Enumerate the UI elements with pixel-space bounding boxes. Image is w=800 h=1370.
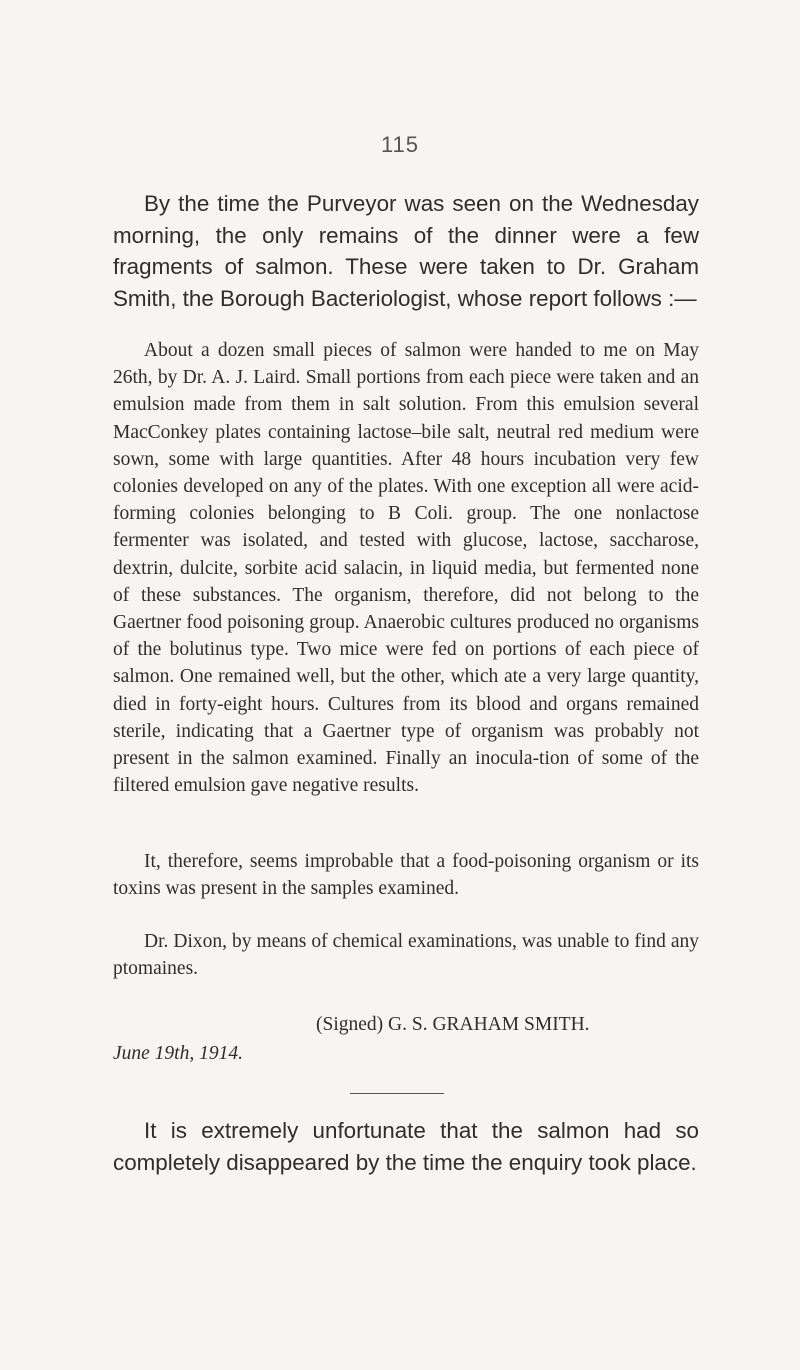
page-number: 115: [380, 132, 420, 157]
report-paragraph-chemical: Dr. Dixon, by means of chemical examinations, was unable to find any ptomaines.: [113, 931, 699, 980]
report-paragraph-findings: About a dozen small pieces of salmon were handed to me on May 26th, by Dr. A. J. Laird. Small portions from each piece were taken and an emulsion made from them in salt solution. From this emulsion several MacConkey plates containing lactose–bile salt, neutral red medium were sown, some with large quantities. After 48 hours incubation very few colonies developed on any of the plates. With one exception all were acid-forming colonies belonging to B Coli. group. The one nonlactose fermenter was isolated, and tested with glucose, lactose, saccharose, dextrin, dulcite, sorbite acid salacin, in liquid media, but fermented none of these substances. The organism, therefore, did not belong to the Gaertner food poisoning group. Anaerobic cultures produced no organisms of the bolutinus type. Two mice were fed on portions of each piece of salmon. One remained well, but the other, which ate a very large quantity, died in forty-eight hours. Cultures from its blood and organs remained sterile, indicating that a Gaertner type of organism was probably not present in the salmon examined. Finally an inocula-tion of some of the filtered emulsion gave negative results.: [113, 340, 699, 797]
report-paragraph-conclusion: It, therefore, seems improbable that a food-poisoning organism or its toxins was present in the samples examined.: [113, 851, 699, 900]
intro-paragraph: By the time the Purveyor was seen on the Wednesday morning, the only remains of the dinner were a few fragments of salmon. These were taken to Dr. Graham Smith, the Borough Bacteriologist, whose report follows :—: [113, 191, 699, 311]
signature-date: June 19th, 1914.: [113, 1043, 243, 1064]
signature-name: (Signed) G. S. GRAHAM SMITH.: [316, 1014, 590, 1035]
closing-paragraph: It is extremely unfortunate that the salmon had so completely disappeared by the time the enquiry took place.: [113, 1118, 699, 1175]
section-divider: [350, 1093, 444, 1094]
